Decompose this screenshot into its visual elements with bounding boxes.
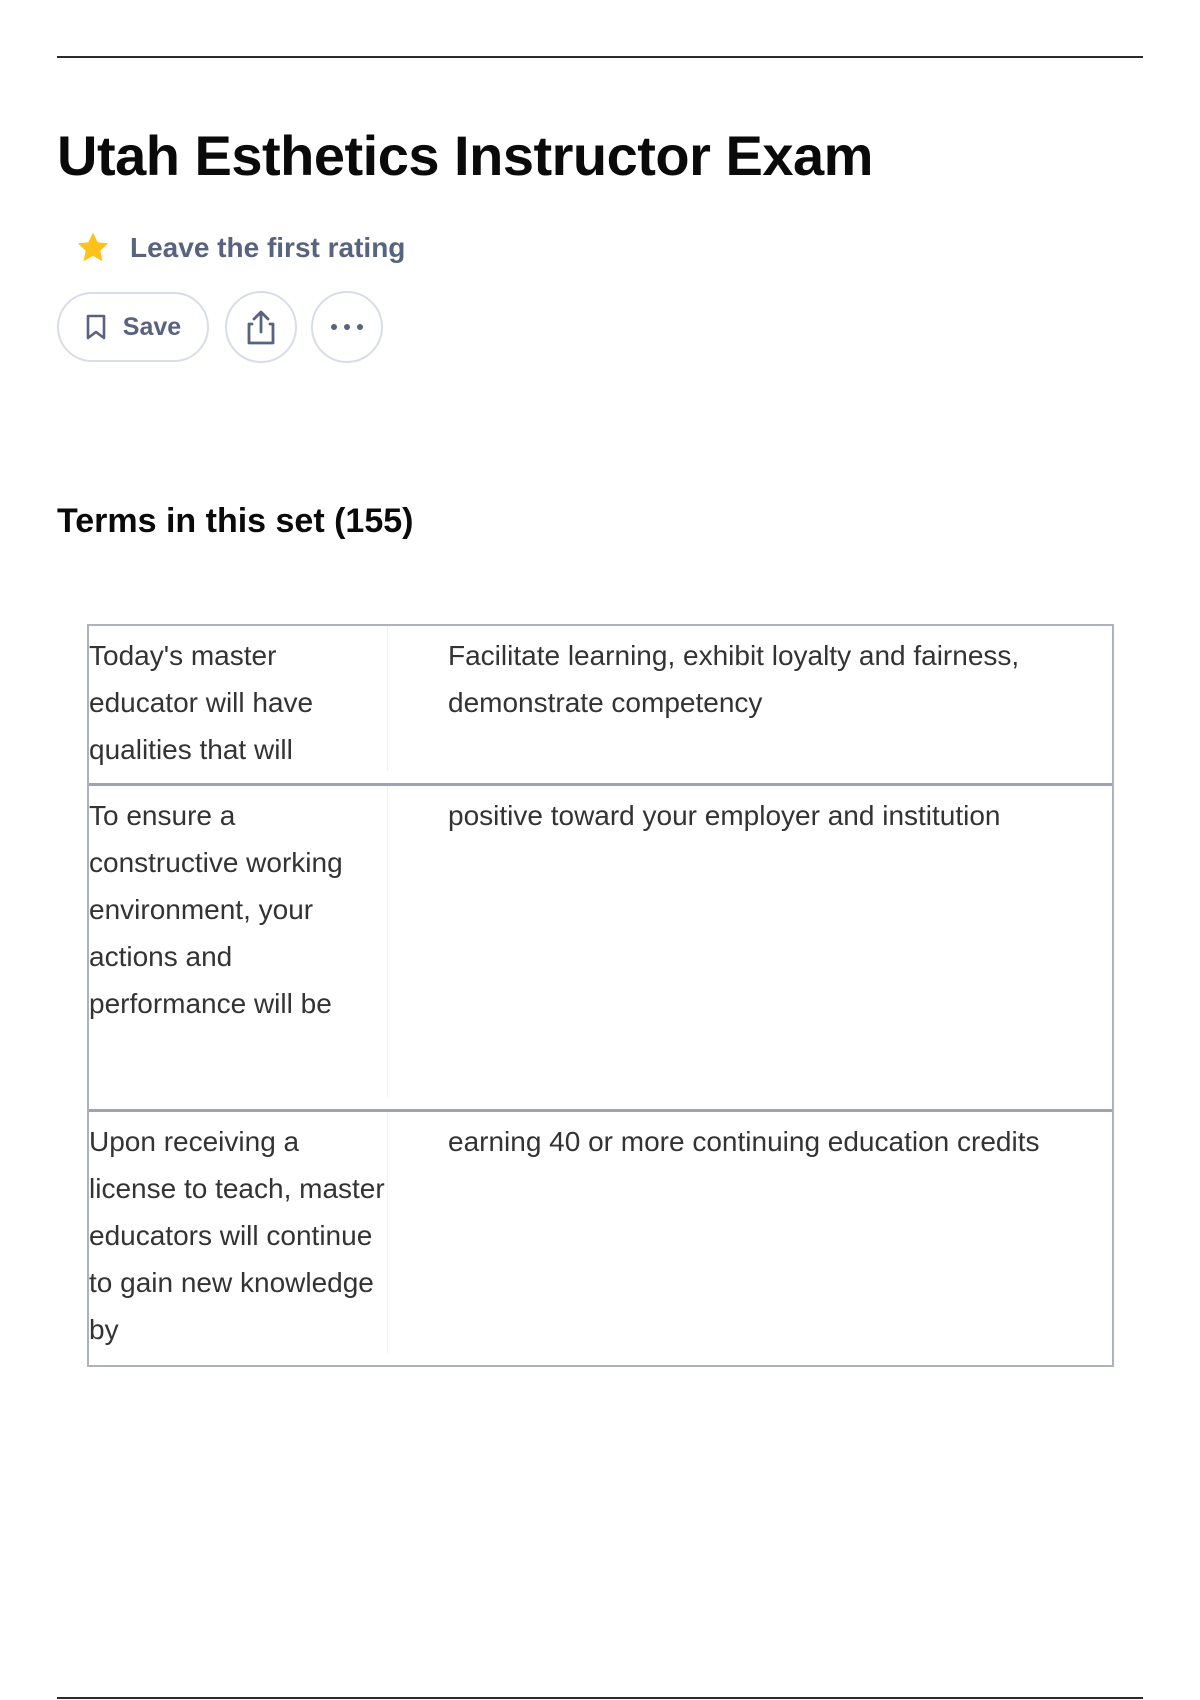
- term-row: [89, 783, 1112, 1109]
- top-divider: [57, 56, 1143, 58]
- term-text: To ensure a constructive working environment, your actions and performance will be: [89, 786, 388, 1097]
- term-row: [89, 1109, 1112, 1365]
- terms-heading: Terms in this set (155): [57, 502, 414, 540]
- definition-text: earning 40 or more continuing education credits: [448, 1126, 1040, 1157]
- share-button[interactable]: [225, 291, 297, 363]
- rating-label: Leave the first rating: [130, 232, 406, 263]
- bottom-divider: [57, 1697, 1143, 1699]
- definition-text: Facilitate learning, exhibit loyalty and fairness, demonstrate competency: [448, 640, 1020, 718]
- share-icon: [244, 308, 278, 346]
- term-text: Today's master educator will have qualities that will: [89, 626, 388, 771]
- bookmark-icon: [85, 314, 107, 340]
- save-button[interactable]: [57, 292, 209, 362]
- more-options-button[interactable]: [311, 291, 383, 363]
- leave-rating-link[interactable]: [74, 228, 405, 268]
- save-label: Save: [122, 312, 182, 341]
- star-icon: [74, 229, 112, 267]
- term-row: [89, 626, 1112, 783]
- definition-text: positive toward your employer and institution: [448, 800, 1001, 831]
- term-text: Upon receiving a license to teach, master educators will continue to gain new knowledge by: [89, 1112, 388, 1353]
- terms-table: [87, 624, 1114, 1367]
- more-options-icon: [329, 322, 365, 332]
- page-title: Utah Esthetics Instructor Exam: [57, 124, 873, 187]
- action-bar: [57, 290, 383, 364]
